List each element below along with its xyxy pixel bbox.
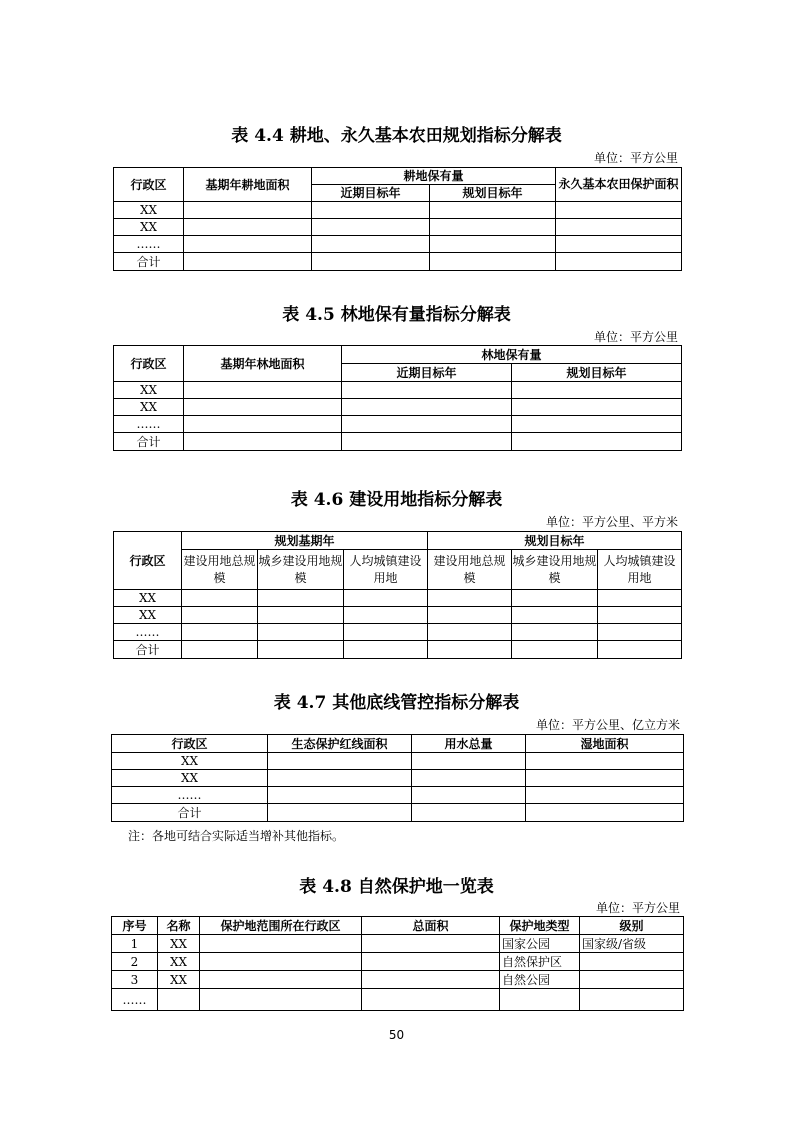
row-total: 合计 — [114, 641, 182, 659]
table-4-4-title: 表 4.4 耕地、永久基本农田规划指标分解表 — [231, 126, 562, 146]
header-target-year: 规划目标年 — [428, 532, 682, 550]
table-4-5-title: 表 4.5 林地保有量指标分解表 — [282, 305, 511, 325]
row-region: …… — [114, 416, 184, 433]
row-type: 国家公园 — [500, 935, 580, 953]
subheader: 城乡建设用地规模 — [258, 550, 344, 590]
table-4-5 — [113, 345, 682, 451]
table-4-8 — [111, 916, 684, 1011]
header-base-farmland: 基期年耕地面积 — [184, 168, 312, 202]
table-4-7-unit: 单位：平方公里、亿立方米 — [535, 718, 680, 732]
header-region: 保护地范围所在行政区 — [200, 917, 362, 935]
row-no: …… — [112, 989, 158, 1011]
header-no: 序号 — [112, 917, 158, 935]
subheader: 人均城镇建设用地 — [344, 550, 428, 590]
header-total-area: 总面积 — [362, 917, 500, 935]
row-name — [158, 989, 200, 1011]
header-type: 保护地类型 — [500, 917, 580, 935]
header-near-term: 近期目标年 — [312, 185, 430, 202]
row-region: XX — [114, 219, 184, 236]
header-region: 行政区 — [114, 346, 184, 382]
row-region: …… — [114, 624, 182, 641]
table-4-4-unit: 单位：平方公里 — [593, 151, 678, 165]
row-type — [500, 989, 580, 1011]
row-region: XX — [114, 399, 184, 416]
subheader: 人均城镇建设用地 — [598, 550, 682, 590]
header-region: 行政区 — [114, 168, 184, 202]
header-region: 行政区 — [114, 532, 182, 590]
row-region: XX — [112, 770, 268, 787]
table-4-6-title: 表 4.6 建设用地指标分解表 — [290, 490, 503, 510]
row-region: …… — [114, 236, 184, 253]
subheader: 建设用地总规模 — [428, 550, 512, 590]
row-level — [580, 953, 684, 971]
header-plan-target: 规划目标年 — [430, 185, 556, 202]
table-4-6 — [113, 531, 682, 659]
row-type: 自然公园 — [500, 971, 580, 989]
table-4-8-title: 表 4.8 自然保护地一览表 — [299, 877, 494, 897]
table-4-8-unit: 单位：平方公里 — [595, 901, 680, 915]
table-4-6-unit: 单位：平方公里、平方米 — [545, 515, 678, 529]
row-region: XX — [114, 382, 184, 399]
header-name: 名称 — [158, 917, 200, 935]
header-plan-target: 规划目标年 — [512, 364, 682, 382]
row-total: 合计 — [112, 804, 268, 822]
row-name: XX — [158, 971, 200, 989]
row-region: XX — [114, 590, 182, 607]
table-4-5-unit: 单位：平方公里 — [593, 330, 678, 344]
row-level — [580, 971, 684, 989]
header-base-forest: 基期年林地面积 — [184, 346, 342, 382]
row-total: 合计 — [114, 253, 184, 271]
row-region: XX — [112, 753, 268, 770]
row-name: XX — [158, 935, 200, 953]
header-near-term: 近期目标年 — [342, 364, 512, 382]
subheader: 城乡建设用地规模 — [512, 550, 598, 590]
row-no: 1 — [112, 935, 158, 953]
row-level: 国家级/省级 — [580, 935, 684, 953]
row-total: 合计 — [114, 433, 184, 451]
row-level — [580, 989, 684, 1011]
header-level: 级别 — [580, 917, 684, 935]
header-farmland-keep: 耕地保有量 — [312, 168, 556, 185]
header-forest-keep: 林地保有量 — [342, 346, 682, 364]
row-name: XX — [158, 953, 200, 971]
table-4-4 — [113, 167, 682, 271]
subheader: 建设用地总规模 — [182, 550, 258, 590]
row-region: …… — [112, 787, 268, 804]
row-region: XX — [114, 202, 184, 219]
header-wetland: 湿地面积 — [526, 735, 684, 753]
row-region: XX — [114, 607, 182, 624]
header-base-year: 规划基期年 — [182, 532, 428, 550]
page-number: 50 — [388, 1028, 405, 1042]
table-4-7-note: 注：各地可结合实际适当增补其他指标。 — [128, 829, 345, 843]
row-no: 3 — [112, 971, 158, 989]
table-4-7 — [111, 734, 684, 822]
header-permanent-farmland: 永久基本农田保护面积 — [556, 168, 682, 202]
row-no: 2 — [112, 953, 158, 971]
header-region: 行政区 — [112, 735, 268, 753]
header-water-use: 用水总量 — [412, 735, 526, 753]
row-type: 自然保护区 — [500, 953, 580, 971]
header-eco-redline: 生态保护红线面积 — [268, 735, 412, 753]
table-4-7-title: 表 4.7 其他底线管控指标分解表 — [273, 693, 520, 713]
